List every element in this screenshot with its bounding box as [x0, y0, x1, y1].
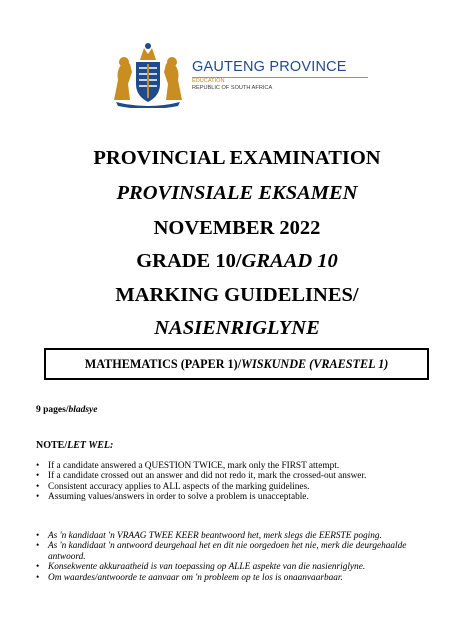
bullet-icon: •	[36, 492, 40, 503]
title-provinsiale-eksamen: PROVINSIALE EKSAMEN	[116, 182, 358, 204]
bullet-icon: •	[36, 541, 40, 552]
title-grade	[0, 251, 474, 271]
bullet-list-afrikaans	[36, 531, 456, 583]
bullet-icon: •	[36, 471, 40, 482]
note-af: LET WEL:	[67, 440, 114, 451]
note-en: NOTE/	[36, 440, 68, 451]
title-exam-date: NOVEMBER 2022	[153, 217, 321, 239]
page-count	[36, 405, 98, 415]
list-item: • If a candidate crossed out an answer and did not redo it, mark the crossed-out answer.	[36, 471, 367, 482]
title-marking-guidelines: MARKING GUIDELINES/	[115, 284, 359, 306]
list-item: • If a candidate answered a QUESTION TWICE, mark only the FIRST attempt.	[36, 461, 340, 471]
bullet-icon: •	[36, 481, 40, 492]
grade-en: GRADE 10/	[136, 250, 242, 272]
page-count-en: 9 pages/	[36, 405, 69, 415]
title-provincial-examination: PROVINCIAL EXAMINATION	[93, 147, 381, 169]
note-heading	[36, 440, 113, 451]
bullet-icon: •	[36, 461, 40, 471]
subject-af: WISKUNDE (VRAESTEL 1)	[241, 357, 389, 371]
page-count-af: bladsye	[68, 405, 98, 415]
department-name: EDUCATION	[192, 78, 225, 84]
bullet-icon: •	[36, 562, 40, 573]
grade-af: GRAAD 10	[241, 250, 338, 272]
bullet-icon: •	[36, 531, 40, 541]
list-item: • As 'n kandidaat 'n VRAAG TWEE KEER beantwoord het, merk slegs die EERSTE poging.	[36, 531, 382, 541]
list-item: • Assuming values/answers in order to solve a problem is unacceptable.	[36, 492, 309, 503]
list-item: • Om waardes/antwoorde te aanvaar om 'n probleem op te los is onaanvaarbaar.	[36, 572, 343, 583]
list-item: • Konsekwente akkuraatheid is van toepassing op ALLE aspekte van die nasienriglyne.	[36, 562, 366, 573]
subject-box	[44, 348, 429, 380]
list-item: • As 'n kandidaat 'n antwoord deurgehaal het en dit nie oorgedoen het nie, merk die deurgehaalde antwoord.	[36, 541, 407, 562]
bullet-list-english	[36, 461, 456, 503]
province-name: GAUTENG PROVINCE	[192, 59, 347, 75]
bullet-icon: •	[36, 572, 40, 583]
logo-text	[192, 60, 368, 92]
coat-of-arms-icon	[108, 40, 188, 108]
subject-en: MATHEMATICS (PAPER 1)/	[84, 357, 242, 371]
country-name: REPUBLIC OF SOUTH AFRICA	[192, 85, 273, 91]
list-item: • Consistent accuracy applies to ALL aspects of the marking guidelines.	[36, 481, 310, 492]
title-nasienriglyne: NASIENRIGLYNE	[154, 317, 320, 339]
gauteng-logo	[108, 40, 368, 110]
